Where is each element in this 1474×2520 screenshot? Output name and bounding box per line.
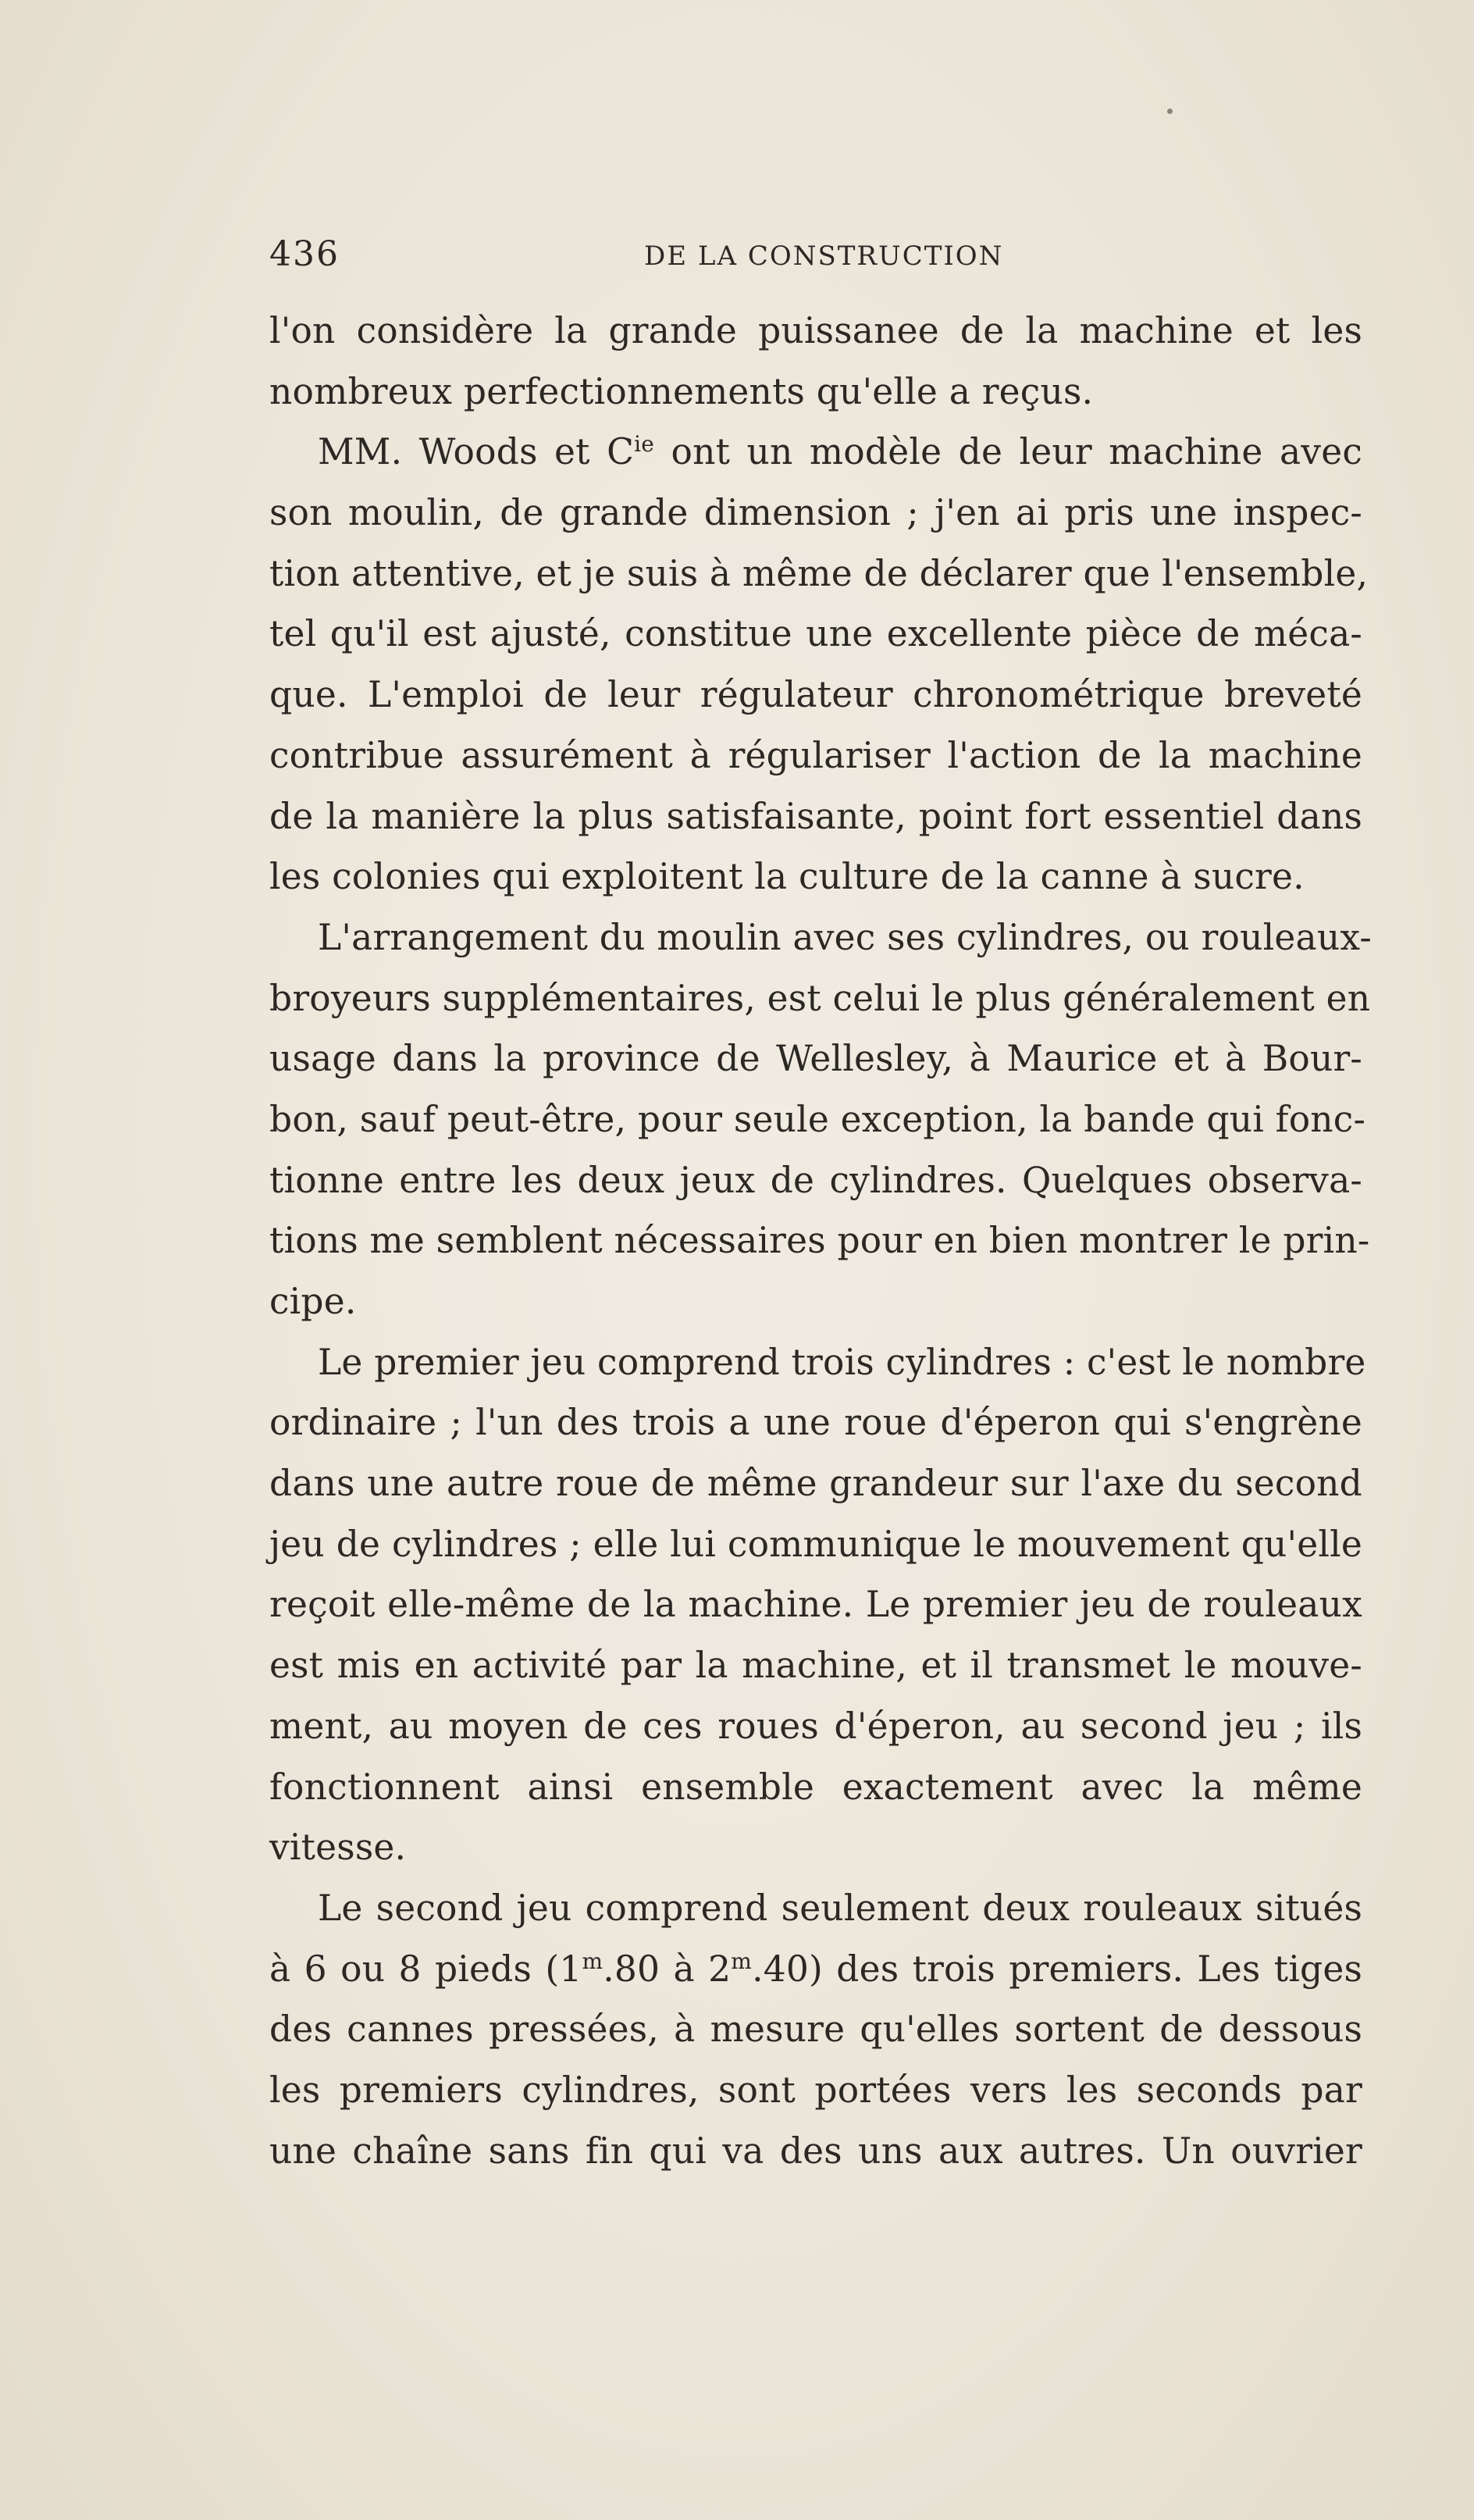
text-line: jeu de cylindres ; elle lui communique le mouvement qu'elle bbox=[269, 1523, 1362, 1565]
ink-speck bbox=[1167, 109, 1173, 114]
text-line: usage dans la province de Wellesley, à Maurice et à Bour- bbox=[269, 1038, 1362, 1080]
text-line: bon, sauf peut-être, pour seule exception, la bande qui fonc- bbox=[269, 1098, 1366, 1140]
body-text bbox=[269, 301, 1372, 2181]
text-line: vitesse. bbox=[269, 1827, 407, 1869]
text-line: des cannes pressées, à mesure qu'elles sortent de dessous bbox=[269, 2009, 1362, 2051]
text-line: tions me semblent nécessaires pour en bien montrer le prin- bbox=[269, 1220, 1370, 1262]
text-line: Le premier jeu comprend trois cylindres : c'est le nombre bbox=[318, 1341, 1366, 1383]
text-line: reçoit elle-même de la machine. Le premier jeu de rouleaux bbox=[269, 1584, 1362, 1626]
text-line: l'on considère la grande puissanee de la machine et les bbox=[269, 310, 1362, 351]
text-line: cipe. bbox=[269, 1281, 357, 1322]
page-header bbox=[269, 234, 1362, 281]
superscript: m bbox=[582, 1948, 603, 1974]
text-line: ordinaire ; l'un des trois a une roue d'éperon qui s'engrène bbox=[269, 1402, 1362, 1444]
text-line: de la manière la plus satisfaisante, point fort essentiel dans bbox=[269, 795, 1362, 837]
superscript: m bbox=[731, 1948, 753, 1974]
text-fragment: ont un modèle de leur machine avec bbox=[654, 431, 1362, 473]
text-line: Le second jeu comprend seulement deux rouleaux situés bbox=[318, 1887, 1362, 1929]
text-line: que. L'emploi de leur régulateur chronométrique breveté bbox=[269, 674, 1362, 716]
text-line: tel qu'il est ajusté, constitue une excellente pièce de méca- bbox=[269, 613, 1362, 655]
text-fragment: à 6 ou 8 pieds (1 bbox=[269, 1948, 582, 1990]
text-fragment: .40) des trois premiers. Les tiges bbox=[752, 1948, 1362, 1990]
text-line: tionne entre les deux jeux de cylindres. Quelques observa- bbox=[269, 1159, 1362, 1201]
running-title: DE LA CONSTRUCTION bbox=[644, 241, 1004, 272]
text-line: est mis en activité par la machine, et il transmet le mouve- bbox=[269, 1645, 1362, 1687]
text-line: L'arrangement du moulin avec ses cylindres, ou rouleaux- bbox=[318, 916, 1372, 958]
page-number: 436 bbox=[269, 234, 340, 274]
text-line: contribue assurément à régulariser l'action de la machine bbox=[269, 734, 1362, 776]
text-fragment: MM. Woods et C bbox=[318, 431, 635, 473]
text-fragment: .80 à 2 bbox=[603, 1948, 732, 1990]
text-line bbox=[269, 422, 1362, 483]
text-line: ment, au moyen de ces roues d'éperon, au second jeu ; ils bbox=[269, 1705, 1362, 1747]
text-line: tion attentive, et je suis à même de déclarer que l'ensemble, bbox=[269, 552, 1369, 594]
text-line: fonctionnent ainsi ensemble exactement avec la même bbox=[269, 1766, 1362, 1808]
superscript: ie bbox=[634, 431, 655, 458]
text-line bbox=[269, 1939, 1362, 2000]
text-line: les premiers cylindres, sont portées vers les seconds par bbox=[269, 2069, 1362, 2111]
text-line: une chaîne sans fin qui va des uns aux autres. Un ouvrier bbox=[269, 2130, 1362, 2172]
text-line: nombreux perfectionnements qu'elle a reçus. bbox=[269, 370, 1094, 412]
text-line: les colonies qui exploitent la culture de la canne à sucre. bbox=[269, 856, 1305, 898]
text-line: broyeurs supplémentaires, est celui le plus généralement en bbox=[269, 977, 1371, 1019]
text-line: son moulin, de grande dimension ; j'en ai pris une inspec- bbox=[269, 492, 1362, 534]
text-line: dans une autre roue de même grandeur sur l'axe du second bbox=[269, 1463, 1362, 1505]
